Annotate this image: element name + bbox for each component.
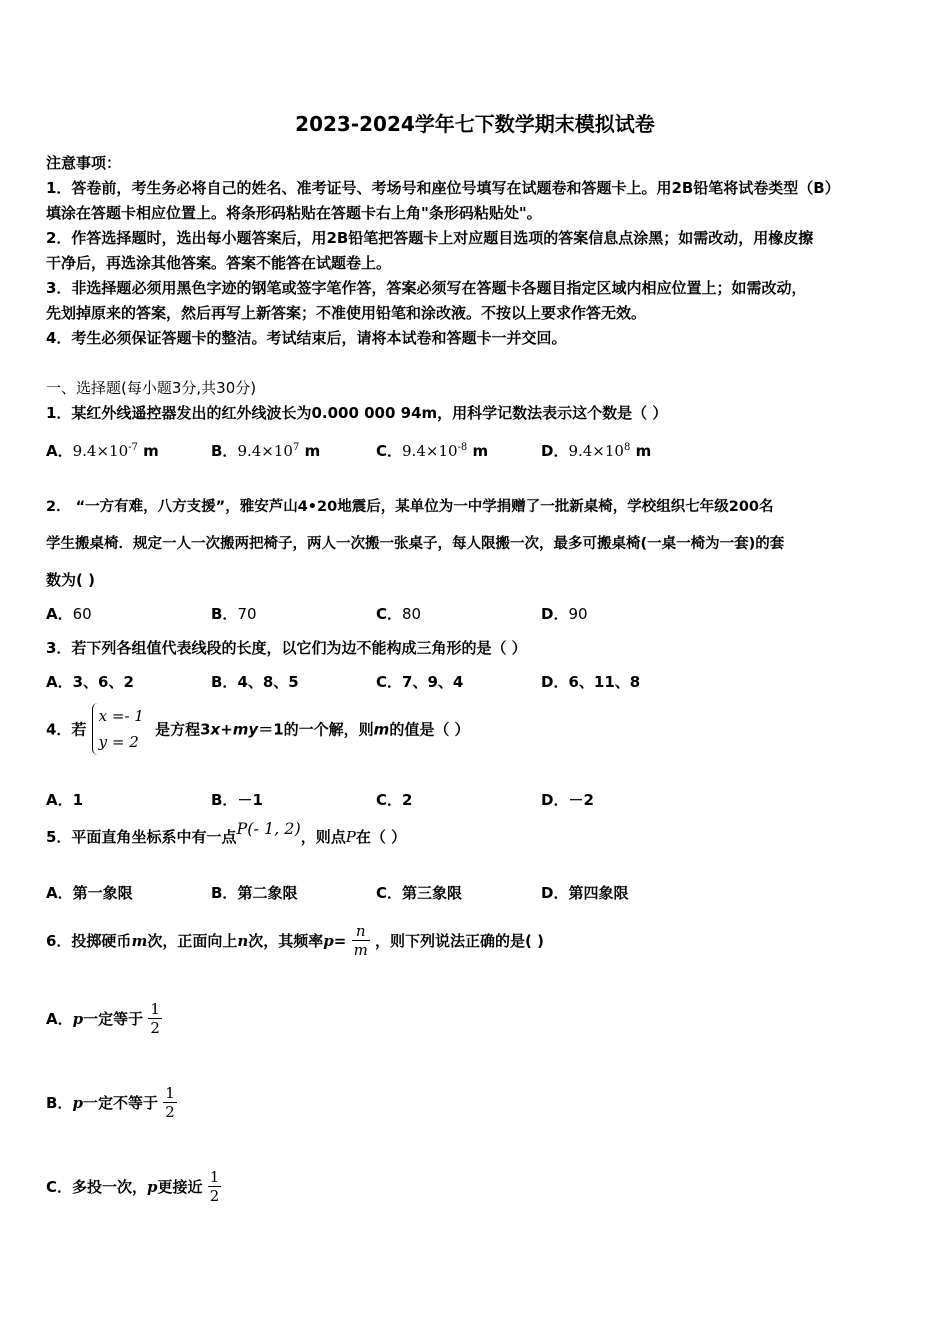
q4-option-b: B．－1 (211, 791, 263, 809)
q6-frequency-fraction: $\frac{n}{m}$ (353, 922, 368, 959)
notice-line-2: 填涂在答题卡相应位置上。将条形码粘贴在答题卡右上角"条形码粘贴处"。 (46, 204, 542, 222)
q1-option-d: D．$9.4\times 10^8$ m (541, 442, 652, 460)
q5-option-b: B．第二象限 (211, 884, 298, 902)
q4-option-a: A．1 (46, 791, 84, 809)
notice-line-6: 先划掉原来的答案，然后再写上新答案；不准使用铅笔和涂改液。不按以上要求作答无效。 (46, 304, 647, 322)
section-heading: 一、选择题(每小题3分,共30分) (46, 379, 257, 397)
q5-option-d: D．第四象限 (541, 884, 629, 902)
q4-equation-system: x =- 1 y = 2 (92, 703, 150, 755)
q1-stem: 1．某红外线遥控器发出的红外线波长为0.000 000 94m，用科学记数法表示这个数是（ ） (46, 404, 668, 422)
q2-option-d: D．90 (541, 605, 588, 623)
q3-option-d: D．6、11、8 (541, 673, 641, 691)
q5-option-c: C．第三象限 (376, 884, 463, 902)
q2-line-1: 2． “一方有难，八方支援”，雅安芦山4•20地震后，某单位为一中学捐赠了一批新桌椅，学校组织七年级200名 (46, 499, 774, 515)
q2-line-3: 数为( ) (46, 571, 95, 589)
notice-line-3: 2．作答选择题时，选出每小题答案后，用2B铅笔把答题卡上对应题目选项的答案信息点涂黑；如需改动，用橡皮擦 (46, 229, 814, 247)
q3-option-a: A．3、6、2 (46, 673, 134, 691)
q4-option-c: C．2 (376, 791, 413, 809)
q2-line-2: 学生搬桌椅．规定一人一次搬两把椅子，两人一次搬一张桌子，每人限搬一次，最多可搬桌椅(一桌一椅为一套)的套 (46, 536, 785, 552)
q6-option-c: C．多投一次，p更接近 $\frac{1}{2}$ (46, 1168, 220, 1205)
q6-stem: 6．投掷硬币m次，正面向上n次，其频率p= $\frac{n}{m}$ ，则下列说法正确的是( ) (46, 922, 544, 959)
q5-stem: 5．平面直角坐标系中有一点P(- 1, 2)，则点P在（ ） (46, 819, 407, 846)
q3-stem: 3．若下列各组值代表线段的长度，以它们为边不能构成三角形的是（ ） (46, 639, 527, 657)
q3-option-b: B．4、8、5 (211, 673, 299, 691)
q4-option-d: D．－2 (541, 791, 594, 809)
notice-heading: 注意事项： (46, 154, 122, 172)
q1-option-a: A．$9.4\times 10^{-7}$ m (46, 442, 159, 460)
notice-line-4: 干净后，再选涂其他答案。答案不能答在试题卷上。 (46, 254, 392, 272)
notice-line-7: 4．考生必须保证答题卡的整洁。考试结束后，请将本试卷和答题卡一并交回。 (46, 329, 567, 347)
q6-option-b: B．p一定不等于 $\frac{1}{2}$ (46, 1084, 175, 1121)
q4-stem: 4．若 x =- 1 y = 2 是方程3x+my＝1的一个解，则m的值是（ ） (46, 703, 470, 755)
notice-line-1: 1．答卷前，考生务必将自己的姓名、准考证号、考场号和座位号填写在试题卷和答题卡上。用2B铅笔将试卷类型（B） (46, 179, 840, 197)
q2-option-c: C．80 (376, 605, 422, 623)
q6-option-a: A．p一定等于 $\frac{1}{2}$ (46, 1000, 160, 1037)
q2-option-b: B．70 (211, 605, 257, 623)
q3-option-c: C．7、9、4 (376, 673, 464, 691)
q2-option-a: A．60 (46, 605, 92, 623)
q1-option-b: B．$9.4\times 10^7$ m (211, 442, 321, 460)
q5-option-a: A．第一象限 (46, 884, 133, 902)
notice-line-5: 3．非选择题必须用黑色字迹的钢笔或签字笔作答，答案必须写在答题卡各题目指定区域内相应位置上；如需改动， (46, 279, 807, 297)
q1-option-c: C．$9.4\times 10^{-8}$ m (376, 442, 489, 460)
exam-title: 2023-2024学年七下数学期末模拟试卷 (295, 112, 655, 136)
